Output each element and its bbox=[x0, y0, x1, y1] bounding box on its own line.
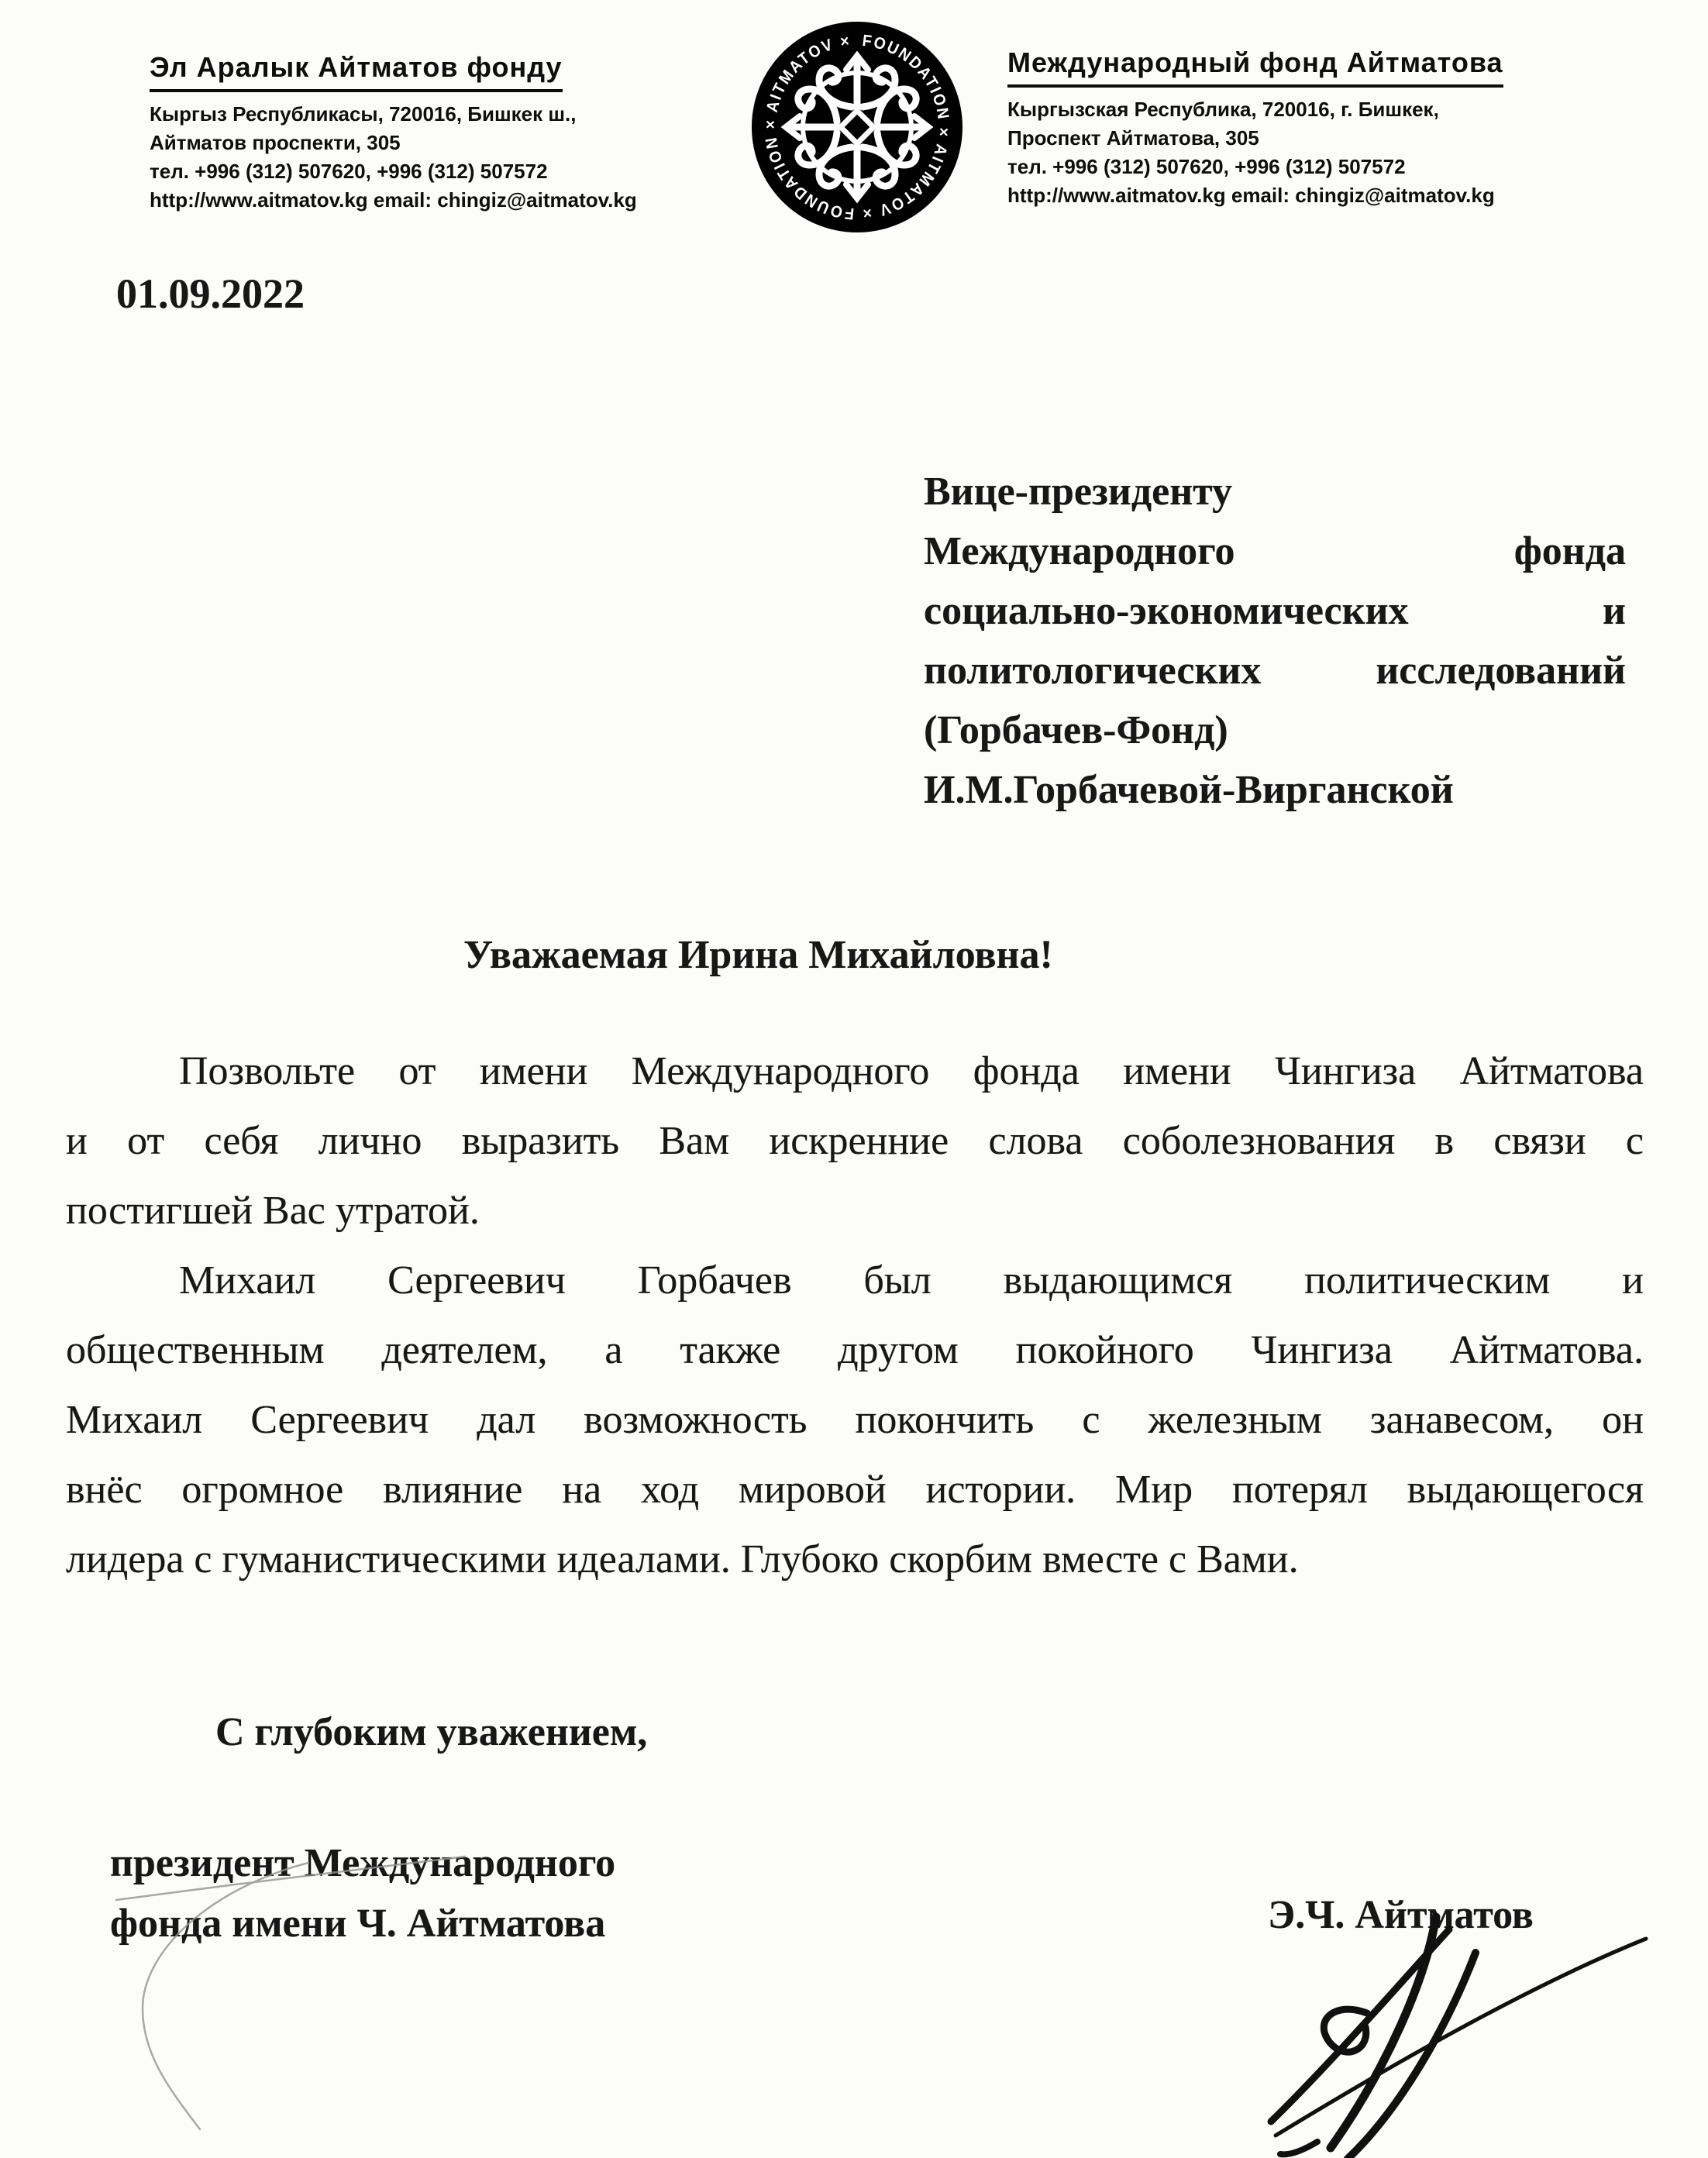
body-line: общественным деятелем, а также другом покойного Чингиза Айтматова. bbox=[66, 1328, 1644, 1372]
recipient-line: (Горбачев-Фонд) bbox=[924, 708, 1228, 752]
recipient-line: Международного фонда bbox=[924, 529, 1626, 573]
letterhead-left-title: Эл Аралык Айтматов фонду bbox=[150, 51, 563, 92]
recipient-line: И.М.Горбачевой-Вирганской bbox=[924, 768, 1454, 812]
body-line: Михаил Сергеевич дал возможность покончить с железным занавесом, он bbox=[66, 1398, 1644, 1442]
body-line: Позвольте от имени Международного фонда имени Чингиза Айтматова bbox=[179, 1049, 1644, 1093]
letterhead-left-phone-line: тел. +996 (312) 507620, +996 (312) 507572 bbox=[150, 160, 548, 183]
recipient-line: Вице-президенту bbox=[924, 470, 1233, 514]
body-line: внёс огромное влияние на ход мировой истории. Мир потерял выдающегося bbox=[66, 1468, 1644, 1512]
letterhead-right-web-email-line: http://www.aitmatov.kg email: chingiz@aitmatov.kg bbox=[1007, 184, 1495, 207]
letter-date: 01.09.2022 bbox=[116, 270, 305, 317]
salutation: Уважаемая Ирина Михайловна! bbox=[463, 933, 1053, 977]
recipient-block bbox=[924, 462, 1626, 820]
signer-title-line2: фонда имени Ч. Айтматова bbox=[110, 1902, 606, 1946]
body-line: лидера с гуманистическими идеалами. Глубоко скорбим вместе с Вами. bbox=[66, 1537, 1299, 1582]
letterhead-left-address-line2: Айтматов проспекти, 305 bbox=[150, 131, 401, 154]
seal-ring-text: FOUNDATION × AITMATOV × FOUNDATION × AITMATOV × bbox=[761, 32, 953, 223]
seal-graphic bbox=[750, 20, 964, 234]
recipient-line: политологических исследований bbox=[924, 649, 1626, 693]
signer-name: Э.Ч. Айтматов bbox=[1268, 1893, 1534, 1937]
letterhead-right-address-line2: Проспект Айтматова, 305 bbox=[1007, 126, 1259, 150]
foundation-seal-logo bbox=[750, 20, 964, 234]
letterhead-left bbox=[150, 51, 746, 215]
closing-phrase: С глубоким уважением, bbox=[215, 1710, 648, 1754]
body-line: постигшей Вас утратой. bbox=[66, 1189, 480, 1233]
body-line: Михаил Сергеевич Горбачев был выдающимся политическим и bbox=[179, 1258, 1644, 1303]
letterhead-left-web-email-line: http://www.aitmatov.kg email: chingiz@aitmatov.kg bbox=[150, 188, 637, 212]
letter-body bbox=[66, 1037, 1644, 1595]
letterhead-right-address-line1: Кыргызская Республика, 720016, г. Бишкек, bbox=[1007, 98, 1439, 121]
letterhead-right-title: Международный фонд Айтматова bbox=[1007, 46, 1503, 88]
recipient-line: социально-экономических и bbox=[924, 589, 1626, 633]
letterhead-left-address-line1: Кыргыз Республикасы, 720016, Бишкек ш., bbox=[150, 102, 577, 126]
handwritten-signature bbox=[1271, 1917, 1646, 2158]
signer-title-line1: президент Международного bbox=[110, 1841, 616, 1885]
signer-title-block bbox=[110, 1833, 615, 1954]
body-line: и от себя лично выразить Вам искренние слова соболезнования в связи с bbox=[66, 1119, 1644, 1163]
letterhead-right bbox=[1007, 46, 1612, 210]
letterhead-right-phone-line: тел. +996 (312) 507620, +996 (312) 507572 bbox=[1007, 155, 1406, 178]
